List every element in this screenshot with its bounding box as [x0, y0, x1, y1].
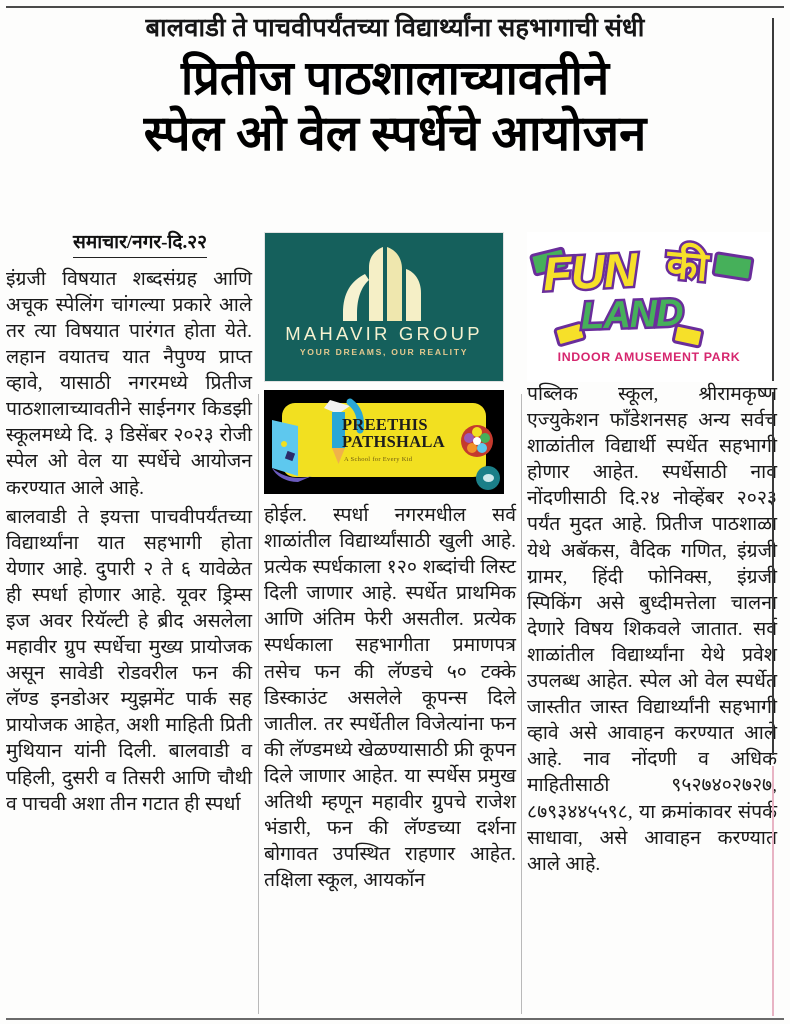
funkiland-word-ki: की [664, 241, 710, 290]
funkiland-word-fun: FUN [541, 242, 638, 301]
flower-emblem-icon [460, 424, 494, 463]
mahavir-tagline: YOUR DREAMS, OUR REALITY [299, 347, 469, 357]
funkiland-logo-stack [527, 232, 777, 382]
paragraph: होईल. स्पर्धा नगरमधील सर्व शाळांतील विद्यार्थ्यांसाठी खुली आहे. प्रत्येक स्पर्धकाला १२० शब्दांची लिस्ट दिली जाणार आहे. स्पर्धेत प्राथमिक आणि अंतिम फेरी असतील. प्रत्येक स्पर्धकाला सहभागीता प्रमाणपत्र तसेच फन की लॅण्डचे ५० टक्के डिस्काउंट असलेले कूपन्स दिले जातील. तर स्पर्धेतील विजेत्यांना फन की लॅण्डमध्ये खेळण्यासाठी फ्री कूपन दिले जाणार आहेत. या स्पर्धेस प्रमुख अतिथी म्हणून महावीर ग्रुपचे राजेश भंडारी, फन की लॅण्डच्या दर्शना बोगावत उपस्थित राहणार आहेत. तक्षिला स्कूल, आयकॉन [264, 505, 516, 892]
mahavir-group-logo [264, 232, 504, 382]
column-right [527, 232, 777, 878]
bottom-divider-rule [6, 1018, 784, 1020]
headline-line-2: स्पेल ओ वेल स्पर्धेचे आयोजन [143, 106, 647, 162]
confetti-shape-green-right [711, 251, 754, 282]
preethis-pathshala-logo [264, 390, 504, 494]
sponsor-logo-stack [264, 232, 516, 494]
paragraph: बालवाडी ते इयत्ता पाचवीपर्यंतच्या विद्यार्थ्यांना यात सहभागी होता येणार आहे. दुपारी २ ते ६ यावेळेत ही स्पर्धा होणार आहे. यूवर ड्रिम्स इज अवर रियॅल्टी हे ब्रीद असलेला महावीर ग्रुप स्पर्धेचा मुख्य प्रायोजक असून सावेडी रोडवरील फन की लॅण्ड इनडोअर म्युझमेंट पार्क सह प्रायोजक आहेत, अशी माहिती प्रिती मुथियान यांनी दिली. बालवाडी व पहिली, दुसरी व तिसरी आणि चौथी व पाचवी अशा तीन गटात ही स्पर्धा [6, 506, 252, 815]
teal-dot-decoration [476, 466, 500, 490]
column-left [6, 232, 252, 818]
funkiland-subtitle: INDOOR AMUSEMENT PARK [557, 350, 741, 364]
preethis-name-line-2: PATHSHALA [342, 432, 445, 452]
masthead [0, 14, 790, 162]
kicker-subheadline: बालवाडी ते पाचवीपर्यंतच्या विद्यार्थ्यांना सहभागाची संधी [145, 13, 645, 42]
article-columns [6, 232, 784, 1018]
fun-ki-land-logo [527, 232, 771, 382]
headline-line-1: प्रितीज पाठशालाच्यावतीने [180, 52, 610, 105]
column-separator-left [258, 394, 259, 1014]
funkiland-word-land: LAND [580, 292, 684, 338]
paragraph: पब्लिक स्कूल, श्रीरामकृष्ण एज्युकेशन फाँडेशनसह अन्य सर्वच शाळांतील विद्यार्थी स्पर्धेत सहभागी होणार आहेत. स्पर्धेसाठी नाव नोंदणीसाठी दि.२४ नोव्हेंबर २०२३ पर्यंत मुदत आहे. प्रितीज पाठशाळा येथे अबॅकस, वैदिक गणित, इंग्रजी ग्रामर, हिंदी फोनिक्स, इंग्रजी स्पिकिंग असे बुध्दीमत्तेला चालना देणारे विषय शिकवले जातात. सर्व शाळांतील विद्यार्थ्यांना येथे प्रवेश उपलब्ध आहेत. स्पेल ओ वेल स्पर्धेत जास्तीत जास्त विद्यार्थ्यांनी सहभागी व्हावे असे आवाहन करण्यात आले आहे. नाव नोंदणी व अधिक माहितीसाठी ९५२७४०२७२७, ८७९३४४५५९८, या क्रमांकावर संपर्क साधावा, असे आवाहन करण्यात आले आहे. [527, 384, 777, 875]
preethis-tagline: A School for Every Kid [344, 456, 413, 463]
page-edge-frame-bottom [772, 766, 774, 1016]
paragraph: इंग्रजी विषयात शब्दसंग्रह आणि अचूक स्पेलिंग चांगल्या प्रकारे आले तर त्या विषयात पारंगत होता येते. लहान वयातच यात नैपुण्य प्राप्त व्हावे, यासाठी नगरमध्ये प्रितीज पाठशालाच्यावतीने साईनगर किडझी स्कूलमध्ये दि. ३ डिसेंबर २०२३ रोजी स्पेल ओ वेल या स्पर्धेचे आयोजन करण्यात आले आहे. [6, 268, 252, 499]
mahavir-name: MAHAVIR GROUP [285, 323, 483, 344]
dateline: समाचार/नगर-दि.२२ [73, 232, 207, 258]
preethis-name-line-1: PREETHIS [342, 415, 428, 434]
left-column-text [6, 267, 252, 818]
column-separator-right [521, 394, 522, 1014]
open-book-icon [268, 412, 320, 482]
middle-column-text [264, 503, 516, 894]
right-column-text [527, 382, 777, 878]
preethis-name [342, 416, 445, 450]
top-divider-rule [6, 6, 784, 8]
column-middle [264, 232, 516, 894]
mahavir-m-mark-icon [265, 247, 503, 321]
page-edge-frame-middle [772, 392, 774, 755]
page-edge-frame-top [772, 18, 774, 381]
